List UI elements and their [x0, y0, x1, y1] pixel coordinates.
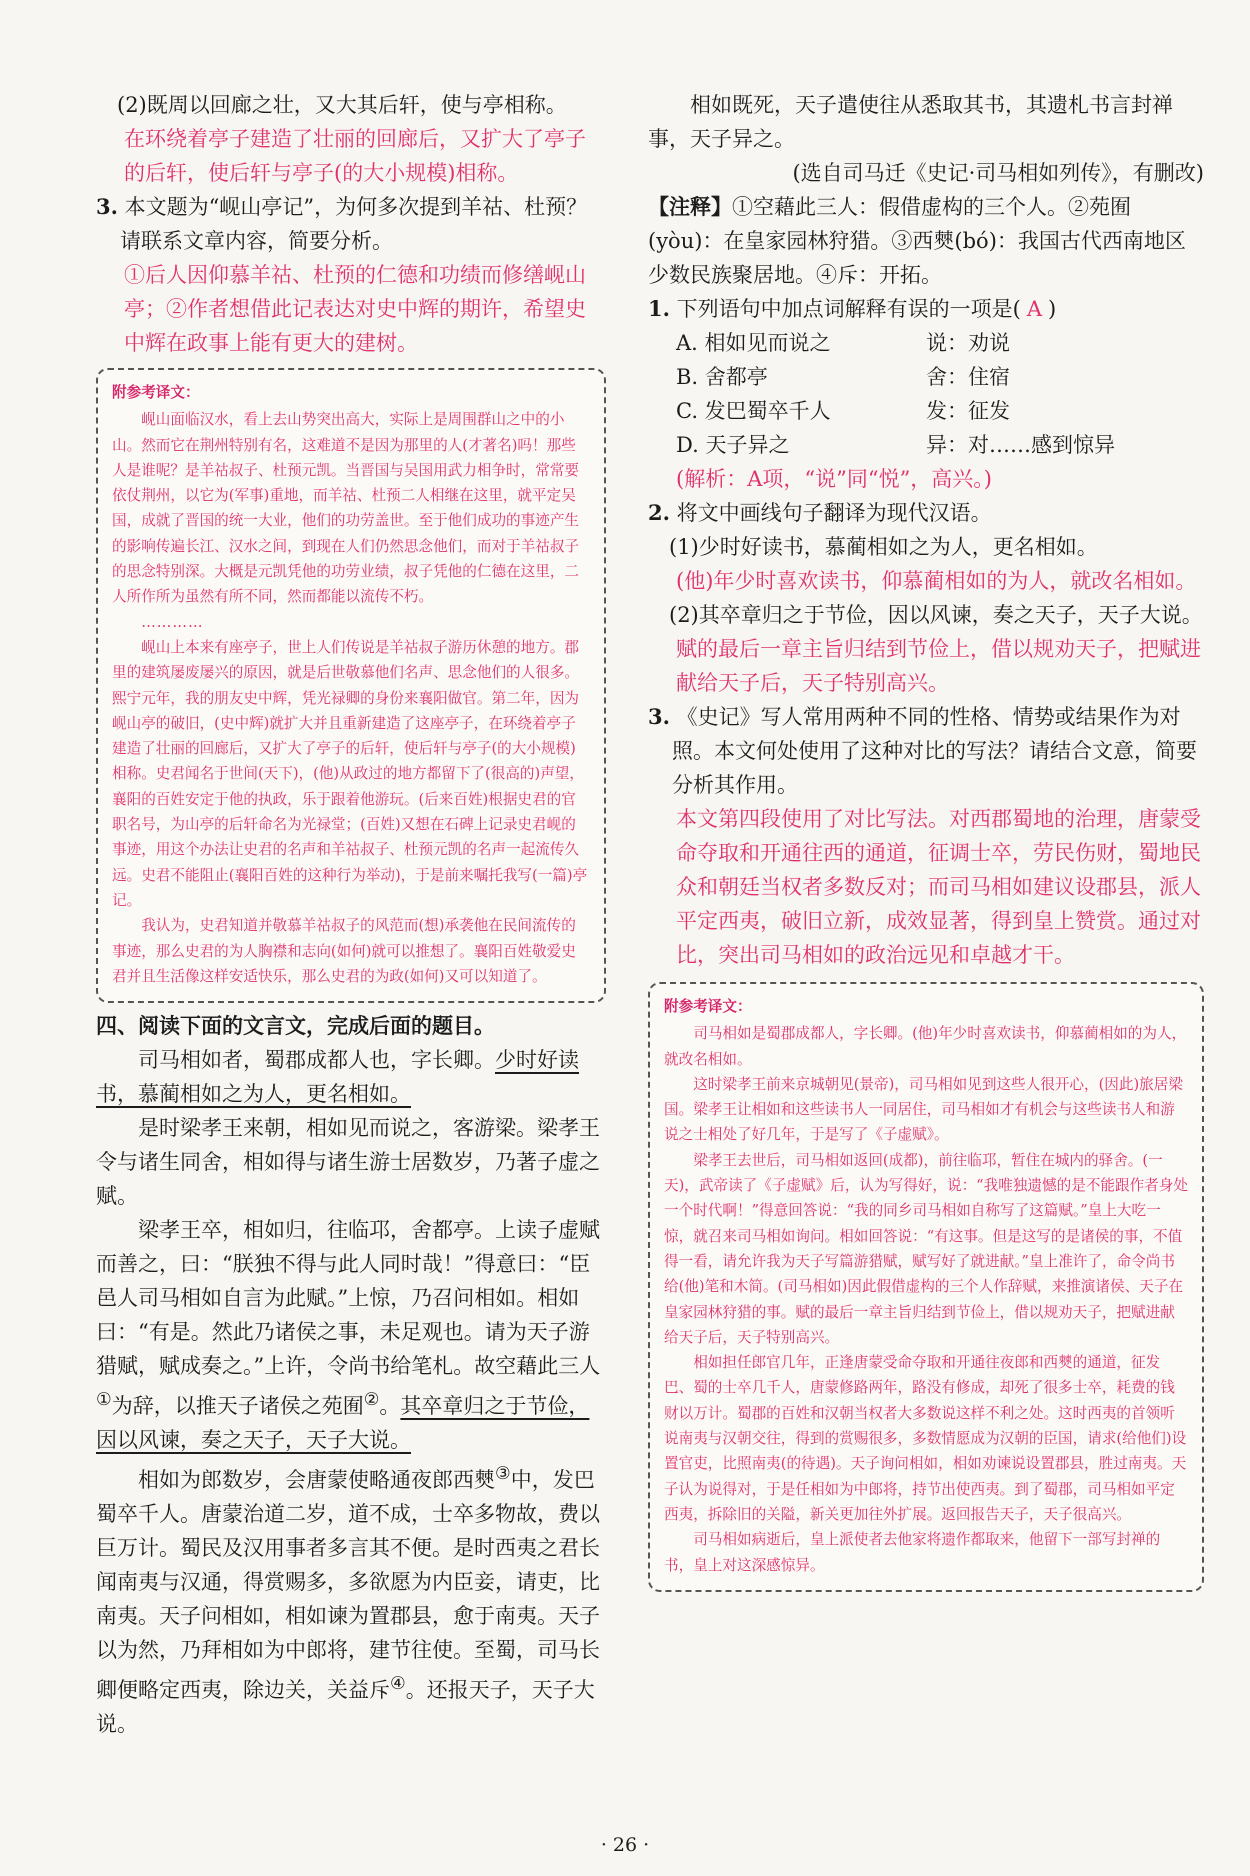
right-column	[648, 88, 1204, 1592]
left-column	[96, 88, 606, 1741]
choice-b	[648, 360, 1204, 394]
translation-paragraph: 岘山面临汉水，看上去山势突出高大，实际上是周围群山之中的小山。然而它在荆州特别有名，这难道不是因为那里的人(才著名)吗！那些人是谁呢？是羊祜叔子、杜预元凯。当晋国与吴国用武力相争时，常常要依仗荆州，以它为(军事)重地，而羊祜、杜预二人相继在这里，就平定吴国，成就了晋国的统一大业，他们的功劳盖世。至于他们成功的事迹产生的影响传遍长江、汉水之间，到现在人们仍然思念他们，而对于羊祜叔子的思念特别深。大概是元凯凭他的功劳业绩，叔子凭他的仁德在这里，二人所作所为虽然有所不同，然而都能以流传不朽。	[112, 411, 580, 606]
question-2-text: 将文中画线句子翻译为现代汉语。	[676, 501, 992, 525]
section-4-heading: 四、阅读下面的文言文，完成后面的题目。	[96, 1013, 495, 1039]
footnote-marker: ②	[363, 1390, 380, 1411]
answer-3: ①后人因仰慕羊祜、杜预的仁德和功绩而修缮岘山亭；②作者想借此记表达对史中辉的期许，希望史中辉在政事上能有更大的建树。	[124, 263, 586, 355]
translation-paragraph: 相如担任郎官几年，正逢唐蒙受命夺取和开通往夜郎和西僰的通道，征发巴、蜀的士卒几千人，唐蒙修路两年，路没有修成，却死了很多士卒，耗费的钱财以万计。蜀郡的百姓和汉朝当权者大多数说这样不利之处。这时西夷的首领听说南夷与汉朝交往，得到的赏赐很多，多数情愿成为汉朝的臣国，请求(给他们)设置官吏，比照南夷(的待遇)。天子询问相如，相如劝谏说设置郡县，胜过南夷。天子认为说得对，于是任相如为中郎将，持节出使西夷。到了蜀郡，司马相如平定西夷，拆除旧的关隘，新关更加往外扩展。返回报告天子，天子很高兴。	[664, 1354, 1187, 1523]
passage-paragraph-1	[96, 1043, 606, 1111]
translation-paragraph: 司马相如是蜀郡成都人，字长卿。(他)年少时喜欢读书，仰慕蔺相如的为人，就改名相如。	[664, 1025, 1187, 1068]
choice-explanation: 说：劝说	[926, 331, 1010, 355]
underlined-sentence-1: 少时好读书，慕蔺相如之为人，更名相如。	[96, 1048, 579, 1107]
translation-box	[96, 368, 606, 1003]
answer-3: 本文第四段使用了对比写法。对西郡蜀地的治理，唐蒙受命夺取和开通往西的通道，征调士卒，劳民伤财，蜀地民众和朝廷当权者多数反对；而司马相如建议设郡县，派人平定西夷，破旧立新，成效显著，得到皇上赞赏。通过对比，突出司马相如的政治远见和卓越才干。	[676, 807, 1201, 967]
ellipsis: …………	[141, 613, 204, 631]
choice-text: C. 发巴蜀卒千人	[676, 399, 831, 423]
choice-text: A. 相如见而说之	[676, 331, 831, 355]
translation-paragraph: 梁孝王去世后，司马相如返回(成都)，前往临邛，暂住在城内的驿舍。(一天)，武帝读了《子虚赋》后，认为写得好，说：“我唯独遗憾的是不能跟作者身处一个时代啊！”得意回答说：“我的同乡司马相如自称写了这篇赋。”皇上大吃一惊，就召来司马相如询问。相如回答说：“有这事。但是这写的是诸侯的事，不值得一看，请允许我为天子写篇游猎赋，赋写好了就进献。”皇上准许了，命令尚书给(他)笔和木简。(司马相如)因此假借虚构的三个人作辞赋，来推演诸侯、天子在皇家园林狩猎的事。赋的最后一章主旨归结到节俭上，借以规劝天子，把赋进献给天子后，天子特别高兴。	[664, 1151, 1188, 1346]
question-1-text: 下列语句中加点词解释有误的一项是(	[676, 297, 1021, 321]
answer-2-2: 赋的最后一章主旨归结到节俭上，借以规劝天子，把赋进献给天子后，天子特别高兴。	[676, 637, 1201, 695]
question-1-number: 1.	[648, 296, 670, 321]
notes	[648, 190, 1204, 292]
question-3-number: 3.	[648, 704, 670, 729]
question-2-2: (2)既周以回廊之壮，又大其后轩，使与亭相称。	[117, 93, 567, 117]
choice-text: D. 天子异之	[676, 433, 790, 457]
passage-text: 司马相如者，蜀郡成都人也，字长卿。	[138, 1048, 495, 1073]
page-number: · 26 ·	[600, 1834, 650, 1856]
answer-2-2: 在环绕着亭子建造了壮丽的回廊后，又扩大了亭子的后轩，使后轩与亭子(的大小规模)相称。	[124, 127, 586, 185]
answer-2-1: (他)年少时喜欢读书，仰慕蔺相如的为人，就改名相如。	[676, 569, 1197, 593]
passage-paragraph-2: 是时梁孝王来朝，相如见而说之，客游梁。梁孝王令与诸生同舍，相如得与诸生游士居数岁，乃著子虚之赋。	[96, 1116, 600, 1209]
notes-tag: 【注释】	[648, 194, 732, 219]
translation-box	[648, 982, 1204, 1592]
footnote-marker: ③	[495, 1464, 511, 1485]
choice-explanation: 舍：住宿	[926, 365, 1010, 389]
translation-paragraph: 这时梁孝王前来京城朝见(景帝)，司马相如见到这些人很开心，(因此)旅居梁国。梁孝王让相如和这些读书人一同居住，司马相如才有机会与这些读书人和游说之士相处了好几年，于是写了《子虚赋》。	[664, 1075, 1183, 1144]
choice-c	[648, 394, 1204, 428]
footnote-marker: ④	[390, 1674, 406, 1695]
translation-heading: 附参考译文：	[664, 998, 752, 1015]
question-3-number: 3.	[96, 194, 118, 219]
choice-d	[648, 428, 1204, 462]
passage-text: 为辞，以推天子诸侯之苑囿	[111, 1394, 364, 1419]
choice-explanation: 异：对……感到惊异	[926, 433, 1115, 457]
passage-text: 中，发巴蜀卒千人。唐蒙治道二岁，道不成，士卒多物故，费以巨万计。蜀民及汉用事者多言其不便。是时西夷之君长闻南夷与汉通，得赏赐多，多欲愿为内臣妾，请吏，比南夷。天子问相如，相如谏为置郡县，愈于南夷。天子以为然，乃拜相如为中郎将，建节往使。至蜀，司马长卿便略定西夷，除边关，关益斥	[96, 1468, 600, 1703]
passage-text: 梁孝王卒，相如归，往临邛，舍都亭。上读子虚赋而善之，曰：“朕独不得与此人同时哉！”得意曰：“臣邑人司马相如自言为此赋。”上惊，乃召问相如。相如曰：“有是。然此乃诸侯之事，未足观也。请为天子游猎赋，赋成奏之。”上许，令尚书给笔札。故空藉此三人	[96, 1218, 601, 1379]
question-1-close: )	[1048, 297, 1057, 321]
translation-paragraph: 岘山上本来有座亭子，世上人们传说是羊祜叔子游历休憩的地方。郡里的建筑屡废屡兴的原因，就是后世敬慕他们名声、思念他们的人很多。熙宁元年，我的朋友史中辉，凭光禄卿的身份来襄阳做官。第二年，因为岘山亭的破旧，(史中辉)就扩大并且重新建造了这座亭子，在环绕着亭子建造了壮丽的回廊后，又扩大了亭子的后轩，使后轩与亭子(的大小规模)相称。史君闻名于世间(天下)，(他)从政过的地方都留下了(很高的)声望，襄阳的百姓安定于他的执政，乐于跟着他游玩。(后来百姓)根据史君的官职名号，为山亭的后轩命名为光禄堂；(百姓)又想在石碑上记录史君岘的事迹，用这个办法让史君的名声和羊祜叔子、杜预元凯的名声一起流传久远。史君不能阻止(襄阳百姓的这种行为举动)，于是前来嘱托我写(一篇)亭记。	[112, 638, 588, 909]
passage-paragraph-3	[96, 1213, 606, 1457]
passage-text: 相如为郎数岁，会唐蒙使略通夜郎西僰	[138, 1468, 495, 1493]
question-1-answer: A	[1026, 297, 1042, 321]
translation-heading: 附参考译文：	[112, 384, 200, 401]
footnote-marker: ①	[96, 1390, 112, 1411]
choice-a	[648, 326, 1204, 360]
translation-paragraph: 司马相如病逝后，皇上派使者去他家将遗作都取来，他留下一部写封禅的书，皇上对这深感惊异。	[664, 1531, 1161, 1574]
question-3	[96, 190, 606, 258]
choice-explanation: 发：征发	[926, 399, 1010, 423]
question-3-text: 《史记》写人常用两种不同的性格、情势或结果作为对照。本文何处使用了这种对比的写法？请结合文意，简要分析其作用。	[672, 705, 1197, 797]
passage-text: 。还报天子，天子大说。	[96, 1678, 595, 1737]
question-3	[648, 700, 1204, 802]
choice-text: B. 舍都亭	[676, 365, 768, 389]
question-2-2: (2)其卒章归之于节俭，因以风谏，奏之天子，天子大说。	[669, 603, 1203, 627]
notes-text: ①空藉此三人：假借虚构的三个人。②苑囿(yòu)：在皇家园林狩猎。③西僰(bó)：我国古代西南地区少数民族聚居地。④斥：开拓。	[648, 195, 1186, 287]
underlined-sentence-2: 其卒章归之于节俭，因以风谏，奏之天子，天子大说。	[96, 1394, 590, 1453]
translation-paragraph: 我认为，史君知道并敬慕羊祜叔子的风范而(想)承袭他在民间流传的事迹，那么史君的为人胸襟和志向(如何)就可以推想了。襄阳百姓敬爱史君并且生活像这样安适快乐，那么史君的为政(如何)又可以知道了。	[112, 917, 576, 985]
passage-text: 。	[379, 1394, 401, 1419]
passage-paragraph-4	[96, 1457, 606, 1741]
question-2-number: 2.	[648, 500, 670, 525]
question-1	[648, 292, 1204, 326]
passage-paragraph-5: 相如既死，天子遣使往从悉取其书，其遗札书言封禅事，天子异之。	[648, 93, 1173, 151]
source-citation: (选自司马迁《史记·司马相如列传》，有删改)	[792, 161, 1204, 185]
question-2-1: (1)少时好读书，慕蔺相如之为人，更名相如。	[669, 535, 1098, 559]
question-2	[648, 496, 1204, 530]
question-3-text: 本文题为“岘山亭记”，为何多次提到羊祜、杜预？请联系文章内容，简要分析。	[120, 195, 588, 253]
question-1-analysis: (解析：A项，“说”同“悦”，高兴。)	[676, 467, 992, 491]
